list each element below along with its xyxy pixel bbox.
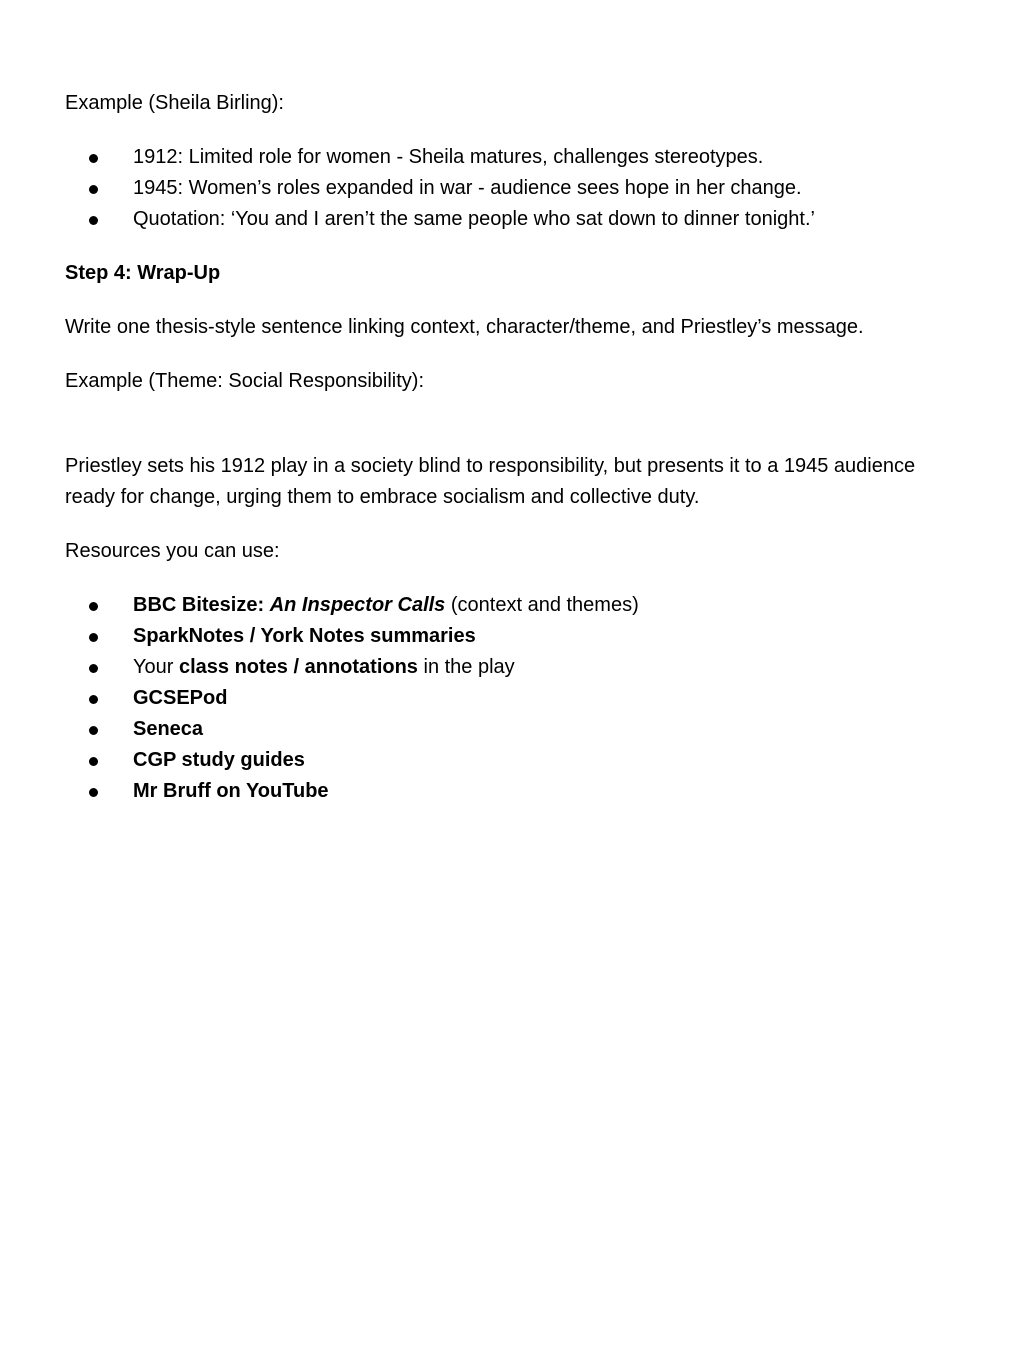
sheila-bullet-1945: 1945: Women’s roles expanded in war - audience sees hope in her change. <box>133 177 802 199</box>
list-item <box>65 204 965 235</box>
list-item <box>65 652 965 683</box>
bullet-dot-icon <box>89 602 98 611</box>
step4-heading: Step 4: Wrap-Up <box>65 262 221 284</box>
resource-mr-bruff: Mr Bruff on YouTube <box>133 780 329 802</box>
resource-bbc-label: BBC Bitesize: <box>133 594 265 616</box>
bullet-dot-icon <box>89 154 98 163</box>
bullet-dot-icon <box>89 757 98 766</box>
resource-seneca: Seneca <box>133 718 204 740</box>
sheila-bullet-1912: 1912: Limited role for women - Sheila matures, challenges stereotypes. <box>133 146 764 168</box>
resource-class-suffix: in the play <box>423 656 515 678</box>
list-item <box>65 745 965 776</box>
sheila-bullet-list <box>65 142 965 235</box>
document-page <box>65 88 965 830</box>
resource-cgp: CGP study guides <box>133 749 305 771</box>
list-item <box>65 142 965 173</box>
bullet-dot-icon <box>89 633 98 642</box>
bullet-dot-icon <box>89 695 98 704</box>
resource-bbc-rest: (context and themes) <box>450 594 639 616</box>
step4-instruction: Write one thesis-style sentence linking context, character/theme, and Priestley’s message. <box>65 316 864 338</box>
sheila-bullet-quotation: Quotation: ‘You and I aren’t the same people who sat down to dinner tonight.’ <box>133 208 815 230</box>
list-item <box>65 173 965 204</box>
bullet-dot-icon <box>89 788 98 797</box>
bullet-dot-icon <box>89 664 98 673</box>
list-item <box>65 621 965 652</box>
resources-list <box>65 590 965 807</box>
list-item <box>65 714 965 745</box>
list-item <box>65 590 965 621</box>
step4-example-text: Priestley sets his 1912 play in a society blind to responsibility, but presents it to a 1945 audience ready for change, urging them to embrace socialism and collective duty. <box>65 455 916 508</box>
bullet-dot-icon <box>89 726 98 735</box>
resource-class-prefix: Your <box>133 656 174 678</box>
resource-gcsepod: GCSEPod <box>133 687 228 709</box>
resource-sparknotes: SparkNotes / York Notes summaries <box>133 625 476 647</box>
step4-example-heading: Example (Theme: Social Responsibility): <box>65 370 425 392</box>
resource-class-notes: class notes / annotations <box>178 656 418 678</box>
example-sheila-heading: Example (Sheila Birling): <box>65 92 284 114</box>
bullet-dot-icon <box>89 216 98 225</box>
resources-heading: Resources you can use: <box>65 540 280 562</box>
bullet-dot-icon <box>89 185 98 194</box>
list-item <box>65 683 965 714</box>
resource-bbc-title: An Inspector Calls <box>269 594 446 616</box>
list-item <box>65 776 965 807</box>
